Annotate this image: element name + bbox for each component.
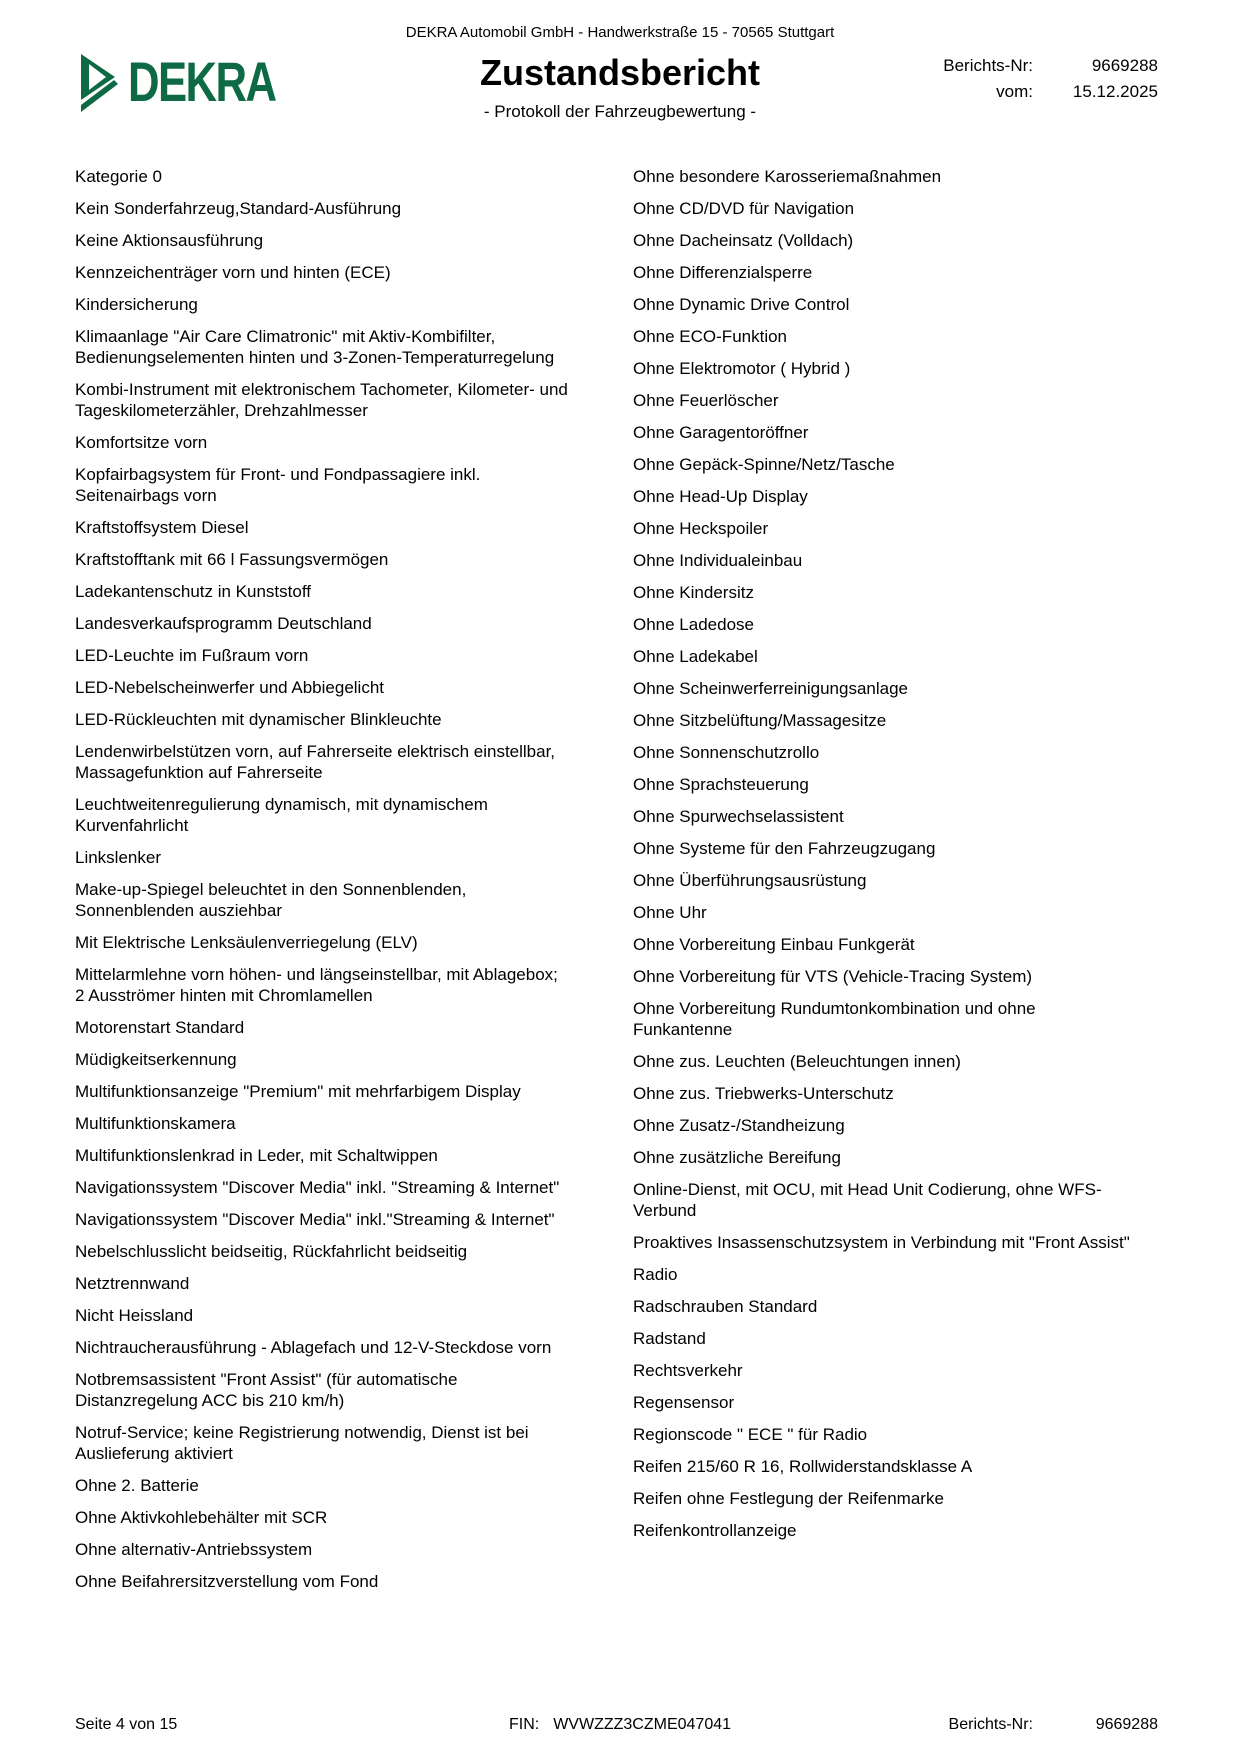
list-item: Ohne besondere Karosseriemaßnahmen bbox=[633, 167, 942, 186]
page-subtitle: - Protokoll der Fahrzeugbewertung - bbox=[483, 102, 757, 121]
list-item: LED-Leuchte im Fußraum vorn bbox=[75, 646, 309, 665]
list-item: Ohne Vorbereitung für VTS (Vehicle-Tracing System) bbox=[633, 967, 1033, 986]
list-item: Kategorie 0 bbox=[75, 167, 162, 186]
footer-report-number bbox=[949, 1716, 1158, 1734]
list-item: Kraftstoffsystem Diesel bbox=[75, 518, 249, 537]
list-item: Ohne Vorbereitung Rundumtonkombination und ohne Funkantenne bbox=[633, 999, 1036, 1039]
list-item: Multifunktionslenkrad in Leder, mit Schaltwippen bbox=[75, 1146, 438, 1165]
list-item: Ohne Aktivkohlebehälter mit SCR bbox=[75, 1508, 328, 1527]
list-item: Klimaanlage "Air Care Climatronic" mit Aktiv-Kombifilter, Bedienungselementen hinten und 3-Zonen-Temperaturregelung bbox=[75, 327, 555, 367]
list-item: Ladekantenschutz in Kunststoff bbox=[75, 582, 311, 601]
footer-report-number-value: 9669288 bbox=[1095, 1716, 1158, 1733]
list-item: Leuchtweitenregulierung dynamisch, mit dynamischem Kurvenfahrlicht bbox=[75, 795, 488, 835]
list-item: Ohne Dynamic Drive Control bbox=[633, 295, 850, 314]
list-item: LED-Rückleuchten mit dynamischer Blinkleuchte bbox=[75, 710, 442, 729]
equipment-list bbox=[75, 166, 1133, 1603]
equipment-list-right bbox=[633, 166, 1133, 1603]
list-item: Keine Aktionsausführung bbox=[75, 231, 264, 250]
list-item: Landesverkaufsprogramm Deutschland bbox=[75, 614, 372, 633]
list-item: Linkslenker bbox=[75, 848, 161, 867]
list-item: Motorenstart Standard bbox=[75, 1018, 245, 1037]
list-item: Radio bbox=[633, 1265, 678, 1284]
list-item: Navigationssystem "Discover Media" inkl. "Streaming & Internet" bbox=[75, 1178, 560, 1197]
letterhead-address: DEKRA Automobil GmbH - Handwerkstraße 15 - 70565 Stuttgart bbox=[405, 24, 835, 41]
list-item: Make-up-Spiegel beleuchtet in den Sonnenblenden, Sonnenblenden ausziehbar bbox=[75, 880, 467, 920]
list-item: Mittelarmlehne vorn höhen- und längseinstellbar, mit Ablagebox; 2 Ausströmer hinten mit Chromlamellen bbox=[75, 965, 558, 1005]
list-item: Ohne zusätzliche Bereifung bbox=[633, 1148, 841, 1167]
list-item: Ohne Ladedose bbox=[633, 615, 754, 634]
list-item: Ohne Dacheinsatz (Volldach) bbox=[633, 231, 854, 250]
list-item: Nicht Heissland bbox=[75, 1306, 194, 1325]
list-item: Reifen 215/60 R 16, Rollwiderstandsklasse A bbox=[633, 1457, 973, 1476]
list-item: Navigationssystem "Discover Media" inkl."Streaming & Internet" bbox=[75, 1210, 555, 1229]
list-item: Ohne 2. Batterie bbox=[75, 1476, 199, 1495]
list-item: Multifunktionsanzeige "Premium" mit mehrfarbigem Display bbox=[75, 1082, 521, 1101]
list-item: Kennzeichenträger vorn und hinten (ECE) bbox=[75, 263, 391, 282]
list-item: Ohne Differenzialsperre bbox=[633, 263, 813, 282]
list-item: Ohne Vorbereitung Einbau Funkgerät bbox=[633, 935, 915, 954]
list-item: Lendenwirbelstützen vorn, auf Fahrerseite elektrisch einstellbar, Massagefunktion auf Fahrerseite bbox=[75, 742, 556, 782]
footer-report-number-label: Berichts-Nr: bbox=[948, 1716, 1033, 1733]
list-item: Ohne ECO-Funktion bbox=[633, 327, 788, 346]
list-item: Notbremsassistent "Front Assist" (für automatische Distanzregelung ACC bis 210 km/h) bbox=[75, 1370, 458, 1410]
list-item: Ohne Systeme für den Fahrzeugzugang bbox=[633, 839, 936, 858]
list-item: Proaktives Insassenschutzsystem in Verbindung mit "Front Assist" bbox=[633, 1233, 1130, 1252]
list-item: Ohne Elektromotor ( Hybrid ) bbox=[633, 359, 851, 378]
list-item: Ohne Spurwechselassistent bbox=[633, 807, 844, 826]
report-number-label: Berichts-Nr: bbox=[943, 56, 1033, 75]
list-item: Ohne Sonnenschutzrollo bbox=[633, 743, 820, 762]
list-item: Nichtraucherausführung - Ablagefach und 12-V-Steckdose vorn bbox=[75, 1338, 552, 1357]
list-item: Ohne Zusatz-/Standheizung bbox=[633, 1116, 845, 1135]
page-title: Zustandsbericht bbox=[479, 52, 761, 93]
list-item: Müdigkeitserkennung bbox=[75, 1050, 237, 1069]
list-item: Kraftstofftank mit 66 l Fassungsvermögen bbox=[75, 550, 389, 569]
list-item: Ohne Feuerlöscher bbox=[633, 391, 779, 410]
list-item: Kopfairbagsystem für Front- und Fondpassagiere inkl. Seitenairbags vorn bbox=[75, 465, 481, 505]
list-item: Ohne alternativ-Antriebssystem bbox=[75, 1540, 313, 1559]
list-item: Ohne Beifahrersitzverstellung vom Fond bbox=[75, 1572, 379, 1591]
list-item: Notruf-Service; keine Registrierung notwendig, Dienst ist bei Auslieferung aktiviert bbox=[75, 1423, 529, 1463]
list-item: Nebelschlusslicht beidseitig, Rückfahrlicht beidseitig bbox=[75, 1242, 468, 1261]
list-item: Ohne Heckspoiler bbox=[633, 519, 769, 538]
vin-label: FIN: bbox=[508, 1716, 540, 1733]
list-item: Online-Dienst, mit OCU, mit Head Unit Codierung, ohne WFS-Verbund bbox=[633, 1180, 1102, 1220]
list-item: LED-Nebelscheinwerfer und Abbiegelicht bbox=[75, 678, 385, 697]
list-item: Ohne Individualeinbau bbox=[633, 551, 803, 570]
list-item: Kein Sonderfahrzeug,Standard-Ausführung bbox=[75, 199, 402, 218]
list-item: Ohne Kindersitz bbox=[633, 583, 754, 602]
list-item: Ohne Sitzbelüftung/Massagesitze bbox=[633, 711, 887, 730]
list-item: Kombi-Instrument mit elektronischem Tachometer, Kilometer- und Tageskilometerzähler, Drehzahlmesser bbox=[75, 380, 568, 420]
list-item: Ohne zus. Triebwerks-Unterschutz bbox=[633, 1084, 894, 1103]
list-item: Regensensor bbox=[633, 1393, 735, 1412]
report-date-value: 15.12.2025 bbox=[1072, 81, 1158, 101]
list-item: Kindersicherung bbox=[75, 295, 198, 314]
page-footer bbox=[0, 1716, 1240, 1746]
list-item: Radschrauben Standard bbox=[633, 1297, 818, 1316]
vin-value: WVWZZZ3CZME047041 bbox=[553, 1716, 732, 1733]
vin-block bbox=[509, 1716, 731, 1734]
list-item: Ohne Uhr bbox=[633, 903, 707, 922]
list-item: Mit Elektrische Lenksäulenverriegelung (ELV) bbox=[75, 933, 418, 952]
list-item: Ohne Ladekabel bbox=[633, 647, 758, 666]
list-item: Ohne Scheinwerferreinigungsanlage bbox=[633, 679, 909, 698]
list-item: Ohne zus. Leuchten (Beleuchtungen innen) bbox=[633, 1052, 961, 1071]
list-item: Radstand bbox=[633, 1329, 706, 1348]
list-item: Ohne Gepäck-Spinne/Netz/Tasche bbox=[633, 455, 895, 474]
list-item: Ohne Überführungsausrüstung bbox=[633, 871, 867, 890]
dekra-logo-text: DEKRA bbox=[128, 50, 276, 113]
list-item: Multifunktionskamera bbox=[75, 1114, 236, 1133]
report-date-label: vom: bbox=[996, 81, 1033, 101]
list-item: Netztrennwand bbox=[75, 1274, 190, 1293]
equipment-list-left bbox=[75, 166, 570, 1603]
report-meta bbox=[943, 57, 1158, 101]
report-number-value: 9669288 bbox=[1091, 56, 1158, 75]
list-item: Reifen ohne Festlegung der Reifenmarke bbox=[633, 1489, 944, 1508]
list-item: Reifenkontrollanzeige bbox=[633, 1521, 797, 1540]
list-item: Ohne CD/DVD für Navigation bbox=[633, 199, 855, 218]
list-item: Regionscode " ECE " für Radio bbox=[633, 1425, 868, 1444]
list-item: Ohne Garagentoröffner bbox=[633, 423, 809, 442]
page-number: Seite 4 von 15 bbox=[75, 1716, 178, 1733]
list-item: Ohne Head-Up Display bbox=[633, 487, 808, 506]
list-item: Rechtsverkehr bbox=[633, 1361, 743, 1380]
list-item: Komfortsitze vorn bbox=[75, 433, 208, 452]
list-item: Ohne Sprachsteuerung bbox=[633, 775, 809, 794]
